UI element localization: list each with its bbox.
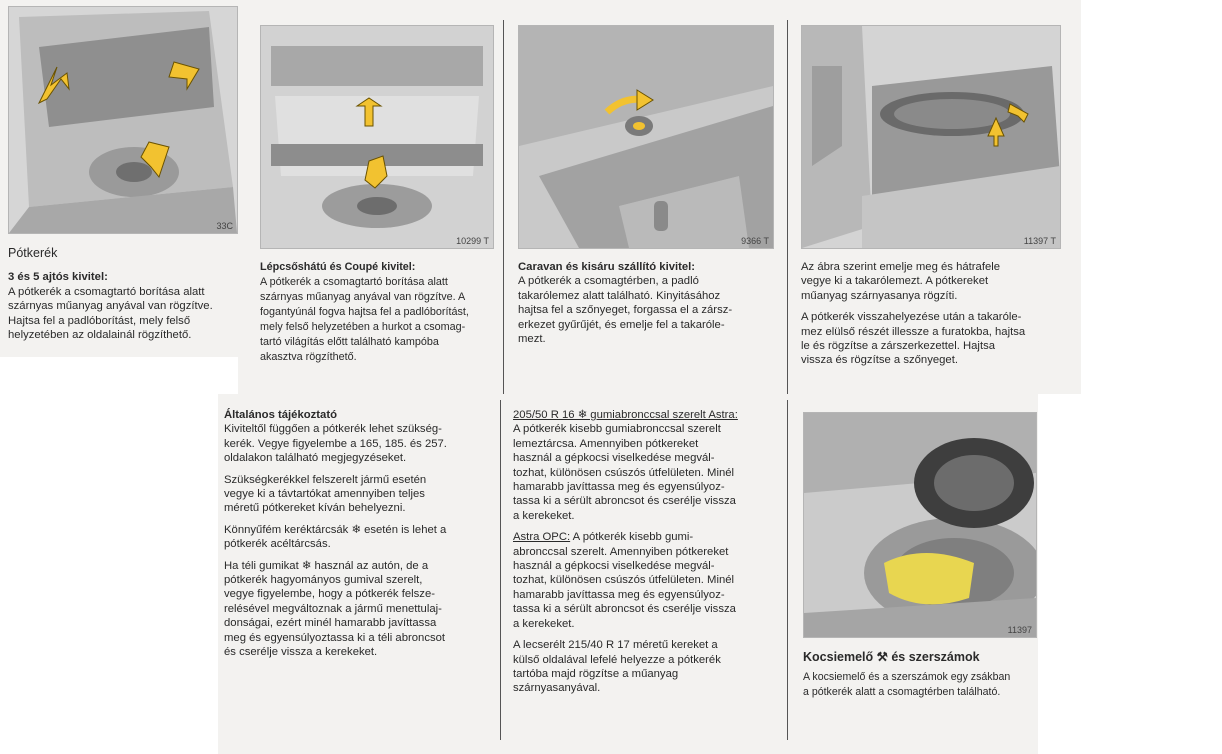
column-divider	[787, 400, 788, 740]
text-line: A pótkerék kisebb gumi-	[570, 531, 694, 544]
text-line: A pótkerék a csomagtartó borítása alatt	[260, 276, 448, 288]
section-title: Pótkerék	[8, 246, 58, 260]
text-line: meg és egyensúlyoztassa ki a téli abroncsot	[224, 631, 446, 644]
image-code: 11397 T	[1023, 236, 1056, 246]
text-line: tozhat, különösen csúszós útfelületen. Minél	[513, 466, 735, 479]
text-line: tozhat, különösen csúszós útfelületen. Minél	[513, 574, 735, 587]
section-heading: Általános tájékoztató	[224, 409, 337, 421]
text-line: takarólemez alatt található. Kinyitásához	[518, 289, 721, 302]
text-line: szárnyas műanyag anyával van rögzítve. A	[260, 291, 466, 303]
image-code: 11397	[1007, 625, 1032, 635]
text-line: tassa ki a sérült abroncsot és cserélje vissza	[513, 603, 736, 616]
text-line: oldalakon található megjegyzéseket.	[224, 452, 407, 465]
text-line: mez elülső részét illessze a furatokba, hajtsa	[801, 325, 1026, 338]
text-line: hajtsa fel a szőnyeget, forgassa el a zársz-	[518, 304, 733, 317]
text-line: A pótkerék a csomagtartó borítása alatt	[8, 285, 205, 298]
text-line: és cserélje vissza a kerekeket.	[224, 646, 378, 659]
rotate-arrow-icon	[519, 26, 773, 248]
jack-tools-photo	[803, 412, 1037, 638]
text-line: fogantyúnál fogva hajtsa fel a padlóborítást,	[260, 306, 469, 318]
text-line: külső oldalával lefelé helyezze a pótkerék	[513, 653, 721, 666]
sedan-coupe-section	[260, 260, 494, 365]
text-line: pótkerék hagyományos gumival szerelt,	[224, 574, 423, 587]
arrow-icon	[9, 7, 237, 233]
text-line: helyzetében az oldalainál rögzíthető.	[8, 329, 192, 342]
text-line: lemeztárcsa. Amennyiben pótkereket	[513, 437, 699, 450]
text-line: kerék. Vegye figyelembe a 165, 185. és 257.	[224, 437, 447, 450]
arrow-icon	[802, 26, 1060, 248]
image-code: 9366 T	[741, 236, 769, 246]
text-line: tartóba majd rögzítse a műanyag	[513, 667, 679, 680]
trunk-floor-photo	[518, 25, 774, 249]
text-line: Könnyűfém keréktárcsák ❄ esetén is lehet a	[224, 523, 447, 536]
text-line: A pótkerék visszahelyezése után a takaróle-	[801, 311, 1022, 324]
text-line: mezt.	[518, 333, 546, 346]
column-divider	[787, 20, 788, 394]
text-line: donságai, ezért minél hamarabb javíttassa	[224, 617, 437, 630]
image-code: 10299 T	[456, 236, 489, 246]
text-line: szárnyasanyával.	[513, 682, 601, 695]
text-line: erkezet gyűrűjét, és emelje fel a takaróle-	[518, 318, 725, 331]
lift-instructions	[801, 260, 1063, 375]
text-line: A lecserélt 215/40 R 17 méretű kereket a	[513, 639, 718, 652]
text-line: pótkerék acéltárcsás.	[224, 538, 331, 551]
text-line: Hajtsa fel a padlóborítást, mely felső	[8, 314, 191, 327]
section-title: Kocsiemelő ⚒ és szerszámok	[803, 650, 980, 664]
arrow-icon	[261, 26, 493, 248]
general-info-section	[224, 408, 494, 667]
image-code: 33C	[216, 221, 233, 231]
text-line: használ a gépkocsi viselkedése megvál-	[513, 560, 715, 573]
astra-heading: 205/50 R 16 ❄ gumiabronccsal szerelt Astra:	[513, 409, 738, 421]
subheading: 3 és 5 ajtós kivitel:	[8, 271, 108, 284]
opc-heading: Astra OPC:	[513, 531, 571, 544]
trunk-photo-sedan	[260, 25, 494, 249]
text-line: vegye ki a távtartókat amennyiben teljes	[224, 488, 425, 501]
subheading: Lépcsőshátú és Coupé kivitel:	[260, 261, 416, 273]
text-line: használ a gépkocsi viselkedése megvál-	[513, 452, 715, 465]
text-line: vegye ki a takarólemezt. A pótkereket	[801, 275, 989, 288]
text-line: a pótkerék alatt a csomagtérben található.	[803, 685, 1001, 698]
text-line: relésével megváltoznak a jármű menettulaj-	[224, 602, 442, 615]
column-divider	[500, 400, 501, 740]
text-line: vegye figyelembe, hogy a pótkerék felsze-	[224, 588, 435, 601]
text-line: A pótkerék kisebb gumiabronccsal szerelt	[513, 423, 721, 436]
text-line: méretű pótkereket kíván behelyezni.	[224, 502, 406, 515]
text-line: a kerekeket.	[513, 617, 575, 630]
text-line: a kerekeket.	[513, 509, 575, 522]
text-line: tassa ki a sérült abroncsot és cserélje vissza	[513, 495, 736, 508]
text-line: hamarabb javíttassa meg és egyensúlyoz-	[513, 588, 725, 601]
text-line: A pótkerék a csomagtérben, a padló	[518, 275, 699, 288]
text-line: Az ábra szerint emelje meg és hátrafele	[801, 261, 1001, 273]
text-line: hamarabb javíttassa meg és egyensúlyoz-	[513, 481, 725, 494]
floor-panel-lift-photo	[801, 25, 1061, 249]
text-line: tartó világítás előtt található kampóba	[260, 336, 439, 348]
trunk-photo-hatchback	[8, 6, 238, 234]
text-line: le és rögzítse a zárszerkezettel. Hajtsa	[801, 340, 996, 353]
text-line: abronccsal szerelt. Amennyiben pótkereket	[513, 545, 729, 558]
text-line: műanyag szárnyasanya rögzíti.	[801, 289, 958, 302]
spare-wheel-section	[8, 246, 236, 342]
caravan-section	[518, 260, 778, 346]
text-line: Ha téli gumikat ❄ használ az autón, de a	[224, 559, 429, 572]
text-line: akasztva rögzíthető.	[260, 351, 357, 363]
text-line: A kocsiemelő és a szerszámok egy zsákban	[803, 671, 1011, 684]
text-line: Kiviteltől függően a pótkerék lehet szükség-	[224, 423, 442, 436]
text-line: vissza és rögzítse a szőnyeget.	[801, 354, 958, 367]
text-line: Szükségkerékkel felszerelt jármű esetén	[224, 473, 427, 486]
text-line: mely felső helyzetében a hurkot a csomag-	[260, 321, 466, 333]
tyre-info-section	[513, 408, 785, 703]
column-divider	[503, 20, 504, 394]
text-line: szárnyas műanyag anyával van rögzítve.	[8, 300, 213, 313]
subheading: Caravan és kisáru szállító kivitel:	[518, 261, 696, 273]
jack-section	[803, 650, 1035, 699]
